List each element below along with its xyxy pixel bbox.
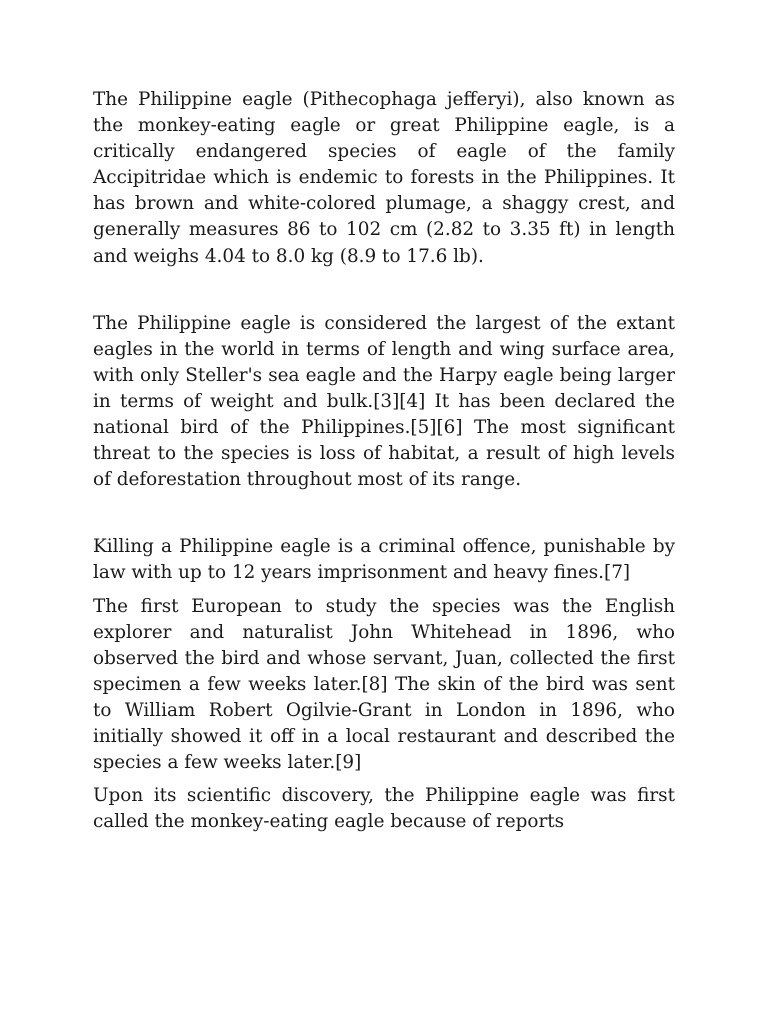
paragraph-naming: Upon its scientific discovery, the Philippine eagle was first called the monkey-eating eagle because of reports	[93, 785, 675, 833]
paragraph-legal-protection: Killing a Philippine eagle is a criminal offence, punishable by law with up to 12 years imprisonment and heavy fines.[7]	[93, 536, 675, 584]
paragraph-size-comparison: The Philippine eagle is considered the largest of the extant eagles in the world in terms of length and wing surface area, with only Steller's sea eagle and the Harpy eagle being larger in terms of weight and bulk.[3][4] It has been declared the national bird of the Philippines.[5][6] The most significant threat to the species is loss of habitat, a result of high levels of deforestation throughout most of its range.	[93, 312, 675, 491]
paragraph-discovery: The first European to study the species was the English explorer and naturalist John Whitehead in 1896, who observed the bird and whose servant, Juan, collected the first specimen a few weeks later.[8] The skin of the bird was sent to William Robert Ogilvie-Grant in London in 1896, who initially showed it off in a local restaurant and described the species a few weeks later.[9]	[93, 595, 675, 774]
document-page	[93, 87, 675, 835]
paragraph-intro: The Philippine eagle (Pithecophaga jefferyi), also known as the monkey-eating eagle or great Philippine eagle, is a critically endangered species of eagle of the family Accipitridae which is endemic to forests in the Philippines. It has brown and white-colored plumage, a shaggy crest, and generally measures 86 to 102 cm (2.82 to 3.35 ft) in length and weighs 4.04 to 8.0 kg (8.9 to 17.6 lb).	[93, 89, 675, 267]
